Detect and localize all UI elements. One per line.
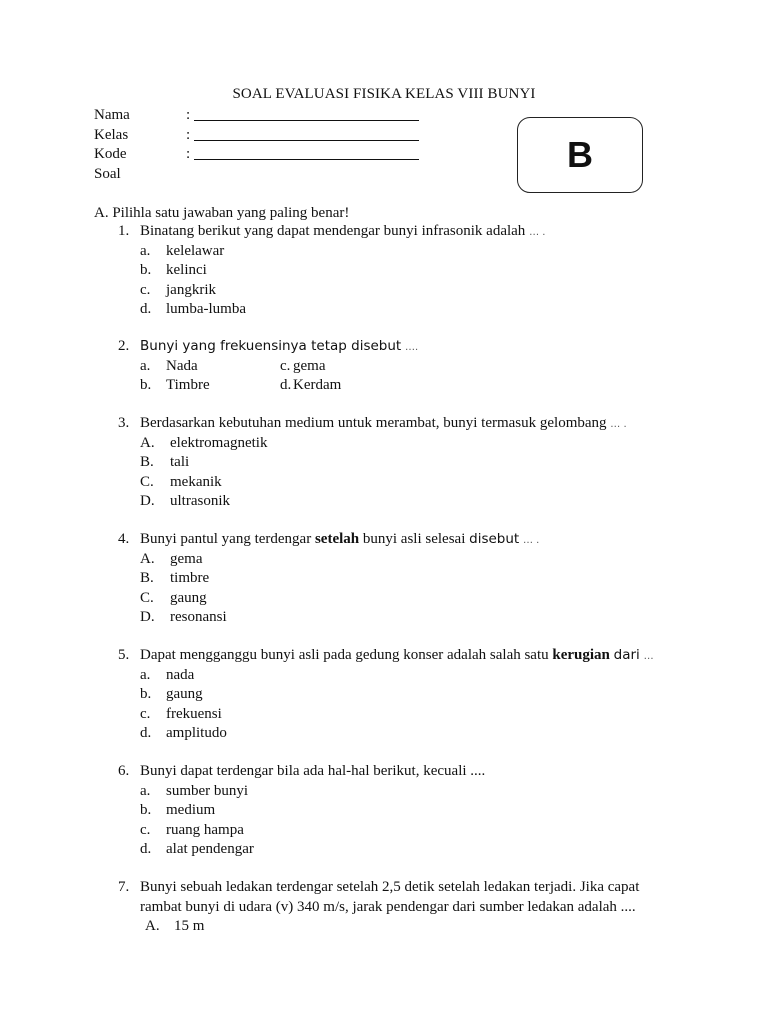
option-b[interactable]: b. kelinci bbox=[140, 262, 207, 278]
question-text: Bunyi sebuah ledakan terdengar setelah 2,5 detik setelah ledakan terjadi. Jika capat bbox=[140, 879, 640, 895]
option-a[interactable]: A. elektromagnetik bbox=[140, 434, 268, 451]
question-6 bbox=[0, 762, 768, 860]
section-instruction: A. Pilihla satu jawaban yang paling benar! bbox=[94, 205, 350, 221]
option-b[interactable]: b. gaung bbox=[140, 686, 203, 702]
question-text: Berdasarkan kebutuhan medium untuk merambat, bunyi termasuk gelombang … . bbox=[140, 415, 627, 431]
code-blank-line[interactable] bbox=[194, 159, 419, 160]
exam-code-box: B bbox=[517, 117, 643, 193]
option-c[interactable]: c. bbox=[280, 357, 291, 374]
option-a[interactable]: A. 15 m bbox=[145, 918, 205, 934]
option-a[interactable]: a. kelelawar bbox=[140, 242, 225, 259]
option-d[interactable]: D. resonansi bbox=[140, 609, 227, 625]
option-c[interactable]: C. gaung bbox=[140, 589, 207, 606]
page-title: SOAL EVALUASI FISIKA KELAS VIII BUNYI bbox=[232, 86, 536, 102]
option-d[interactable]: d. amplitudo bbox=[140, 725, 227, 741]
option-b[interactable]: B. timbre bbox=[140, 570, 210, 586]
question-number: 7. bbox=[118, 879, 130, 895]
option-row-1: a. Nada c. gema bbox=[0, 357, 768, 377]
option-c[interactable]: c. ruang hampa bbox=[140, 821, 244, 838]
option-c[interactable]: C. mekanik bbox=[140, 473, 222, 490]
option-d[interactable]: d. lumba-lumba bbox=[140, 301, 246, 317]
option-d[interactable]: d. bbox=[280, 377, 292, 393]
question-3 bbox=[0, 414, 768, 512]
code-colon: : bbox=[186, 146, 191, 162]
option-b[interactable]: b. medium bbox=[140, 802, 216, 818]
option-b[interactable]: B. tali bbox=[140, 454, 190, 470]
name-colon: : bbox=[186, 107, 191, 123]
question-text-continued: rambat bunyi di udara (v) 340 m/s, jarak pendengar dari sumber ledakan adalah .... bbox=[140, 898, 636, 915]
class-colon: : bbox=[186, 127, 191, 143]
question-number: 4. bbox=[118, 531, 130, 547]
class-label: Kelas bbox=[94, 127, 129, 143]
question-text: Bunyi yang frekuensinya tetap disebut …. bbox=[140, 338, 419, 354]
option-a[interactable]: a. sumber bunyi bbox=[140, 782, 249, 799]
class-blank-line[interactable] bbox=[194, 140, 419, 141]
question-text: Bunyi dapat terdengar bila ada hal-hal berikut, kecuali .... bbox=[140, 763, 486, 779]
question-2 bbox=[0, 337, 768, 396]
question-number: 6. bbox=[118, 763, 130, 779]
option-b[interactable]: b. bbox=[140, 377, 152, 393]
code-label: Kode Soal bbox=[94, 146, 127, 182]
option-c[interactable]: c. frekuensi bbox=[140, 705, 222, 722]
question-text: Dapat mengganggu bunyi asli pada gedung konser adalah salah satu kerugian dari … bbox=[140, 647, 654, 663]
question-1 bbox=[0, 222, 768, 320]
question-number: 1. bbox=[118, 223, 130, 239]
question-number: 5. bbox=[118, 647, 130, 663]
question-5 bbox=[0, 646, 768, 744]
question-7 bbox=[0, 878, 768, 937]
name-label: Nama bbox=[94, 107, 130, 123]
question-text: Binatang berikut yang dapat mendengar bunyi infrasonik adalah … . bbox=[140, 223, 546, 239]
option-a[interactable]: A. gema bbox=[140, 550, 203, 567]
option-c[interactable]: c. jangkrik bbox=[140, 281, 216, 298]
option-a[interactable]: a. nada bbox=[140, 666, 195, 683]
option-d[interactable]: d. alat pendengar bbox=[140, 841, 254, 857]
option-a[interactable]: a. bbox=[140, 357, 151, 374]
question-4 bbox=[0, 530, 768, 628]
question-text: Bunyi pantul yang terdengar setelah bunyi asli selesai disebut … . bbox=[140, 531, 540, 547]
question-number: 2. bbox=[118, 338, 130, 354]
option-row-2: b. Timbre d. Kerdam bbox=[0, 376, 768, 396]
question-number: 3. bbox=[118, 415, 130, 431]
option-d[interactable]: D. ultrasonik bbox=[140, 493, 230, 509]
name-blank-line[interactable] bbox=[194, 120, 419, 121]
